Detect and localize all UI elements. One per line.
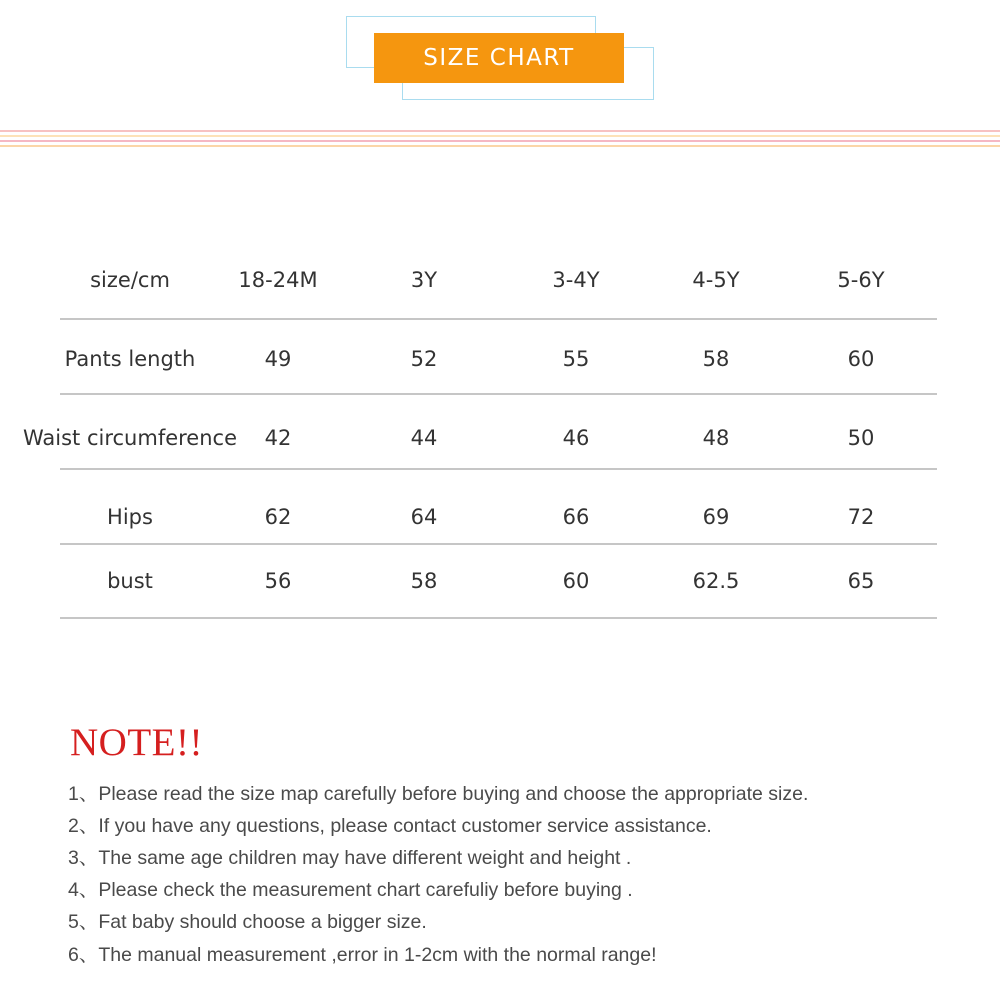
- note-item: 5、Fat baby should choose a bigger size.: [68, 911, 427, 933]
- column-header-size: 3Y: [410, 268, 438, 292]
- column-header-unit: size/cm: [90, 268, 170, 292]
- note-item: 2、If you have any questions, please contact customer service assistance.: [68, 815, 712, 837]
- table-cell: 64: [410, 505, 438, 529]
- row-label: bust: [107, 569, 153, 593]
- row-divider: [60, 318, 937, 320]
- table-cell: 62: [264, 505, 292, 529]
- table-row: [0, 339, 1000, 379]
- row-label: Hips: [107, 505, 153, 529]
- note-item: 3、The same age children may have different weight and height .: [68, 847, 632, 869]
- stripe: [0, 135, 1000, 137]
- table-cell: 55: [562, 347, 590, 371]
- note-title: NOTE!!: [70, 721, 203, 764]
- table-cell: 42: [264, 426, 292, 450]
- table-cell: 65: [847, 569, 875, 593]
- table-cell: 50: [847, 426, 875, 450]
- row-label: Pants length: [64, 347, 196, 371]
- stripe: [0, 145, 1000, 147]
- table-row: [0, 561, 1000, 601]
- table-cell: 60: [562, 569, 590, 593]
- note-item: 4、Please check the measurement chart carefuliy before buying .: [68, 879, 633, 901]
- table-cell: 48: [702, 426, 730, 450]
- column-header-size: 4-5Y: [692, 268, 740, 292]
- stripe: [0, 130, 1000, 132]
- table-cell: 72: [847, 505, 875, 529]
- decorative-stripes: [0, 128, 1000, 150]
- size-chart-title: SIZE CHART: [374, 33, 624, 83]
- column-header-size: 5-6Y: [837, 268, 885, 292]
- table-cell: 58: [410, 569, 438, 593]
- column-header-size: 3-4Y: [552, 268, 600, 292]
- row-divider: [60, 393, 937, 395]
- table-cell: 62.5: [692, 569, 740, 593]
- table-header-row: [0, 260, 1000, 300]
- table-cell: 56: [264, 569, 292, 593]
- table-cell: 60: [847, 347, 875, 371]
- column-header-size: 18-24M: [238, 268, 318, 292]
- table-row: [0, 418, 1000, 458]
- row-divider: [60, 468, 937, 470]
- note-item: 1、Please read the size map carefully before buying and choose the appropriate size.: [68, 783, 809, 805]
- table-cell: 49: [264, 347, 292, 371]
- row-divider: [60, 617, 937, 619]
- table-cell: 66: [562, 505, 590, 529]
- row-divider: [60, 543, 937, 545]
- table-cell: 58: [702, 347, 730, 371]
- row-label: Waist circumference: [22, 426, 238, 450]
- stripe: [0, 140, 1000, 142]
- table-cell: 44: [410, 426, 438, 450]
- table-row: [0, 497, 1000, 537]
- note-item: 6、The manual measurement ,error in 1-2cm with the normal range!: [68, 944, 657, 966]
- table-cell: 52: [410, 347, 438, 371]
- table-cell: 69: [702, 505, 730, 529]
- table-cell: 46: [562, 426, 590, 450]
- size-chart-header: [346, 16, 654, 100]
